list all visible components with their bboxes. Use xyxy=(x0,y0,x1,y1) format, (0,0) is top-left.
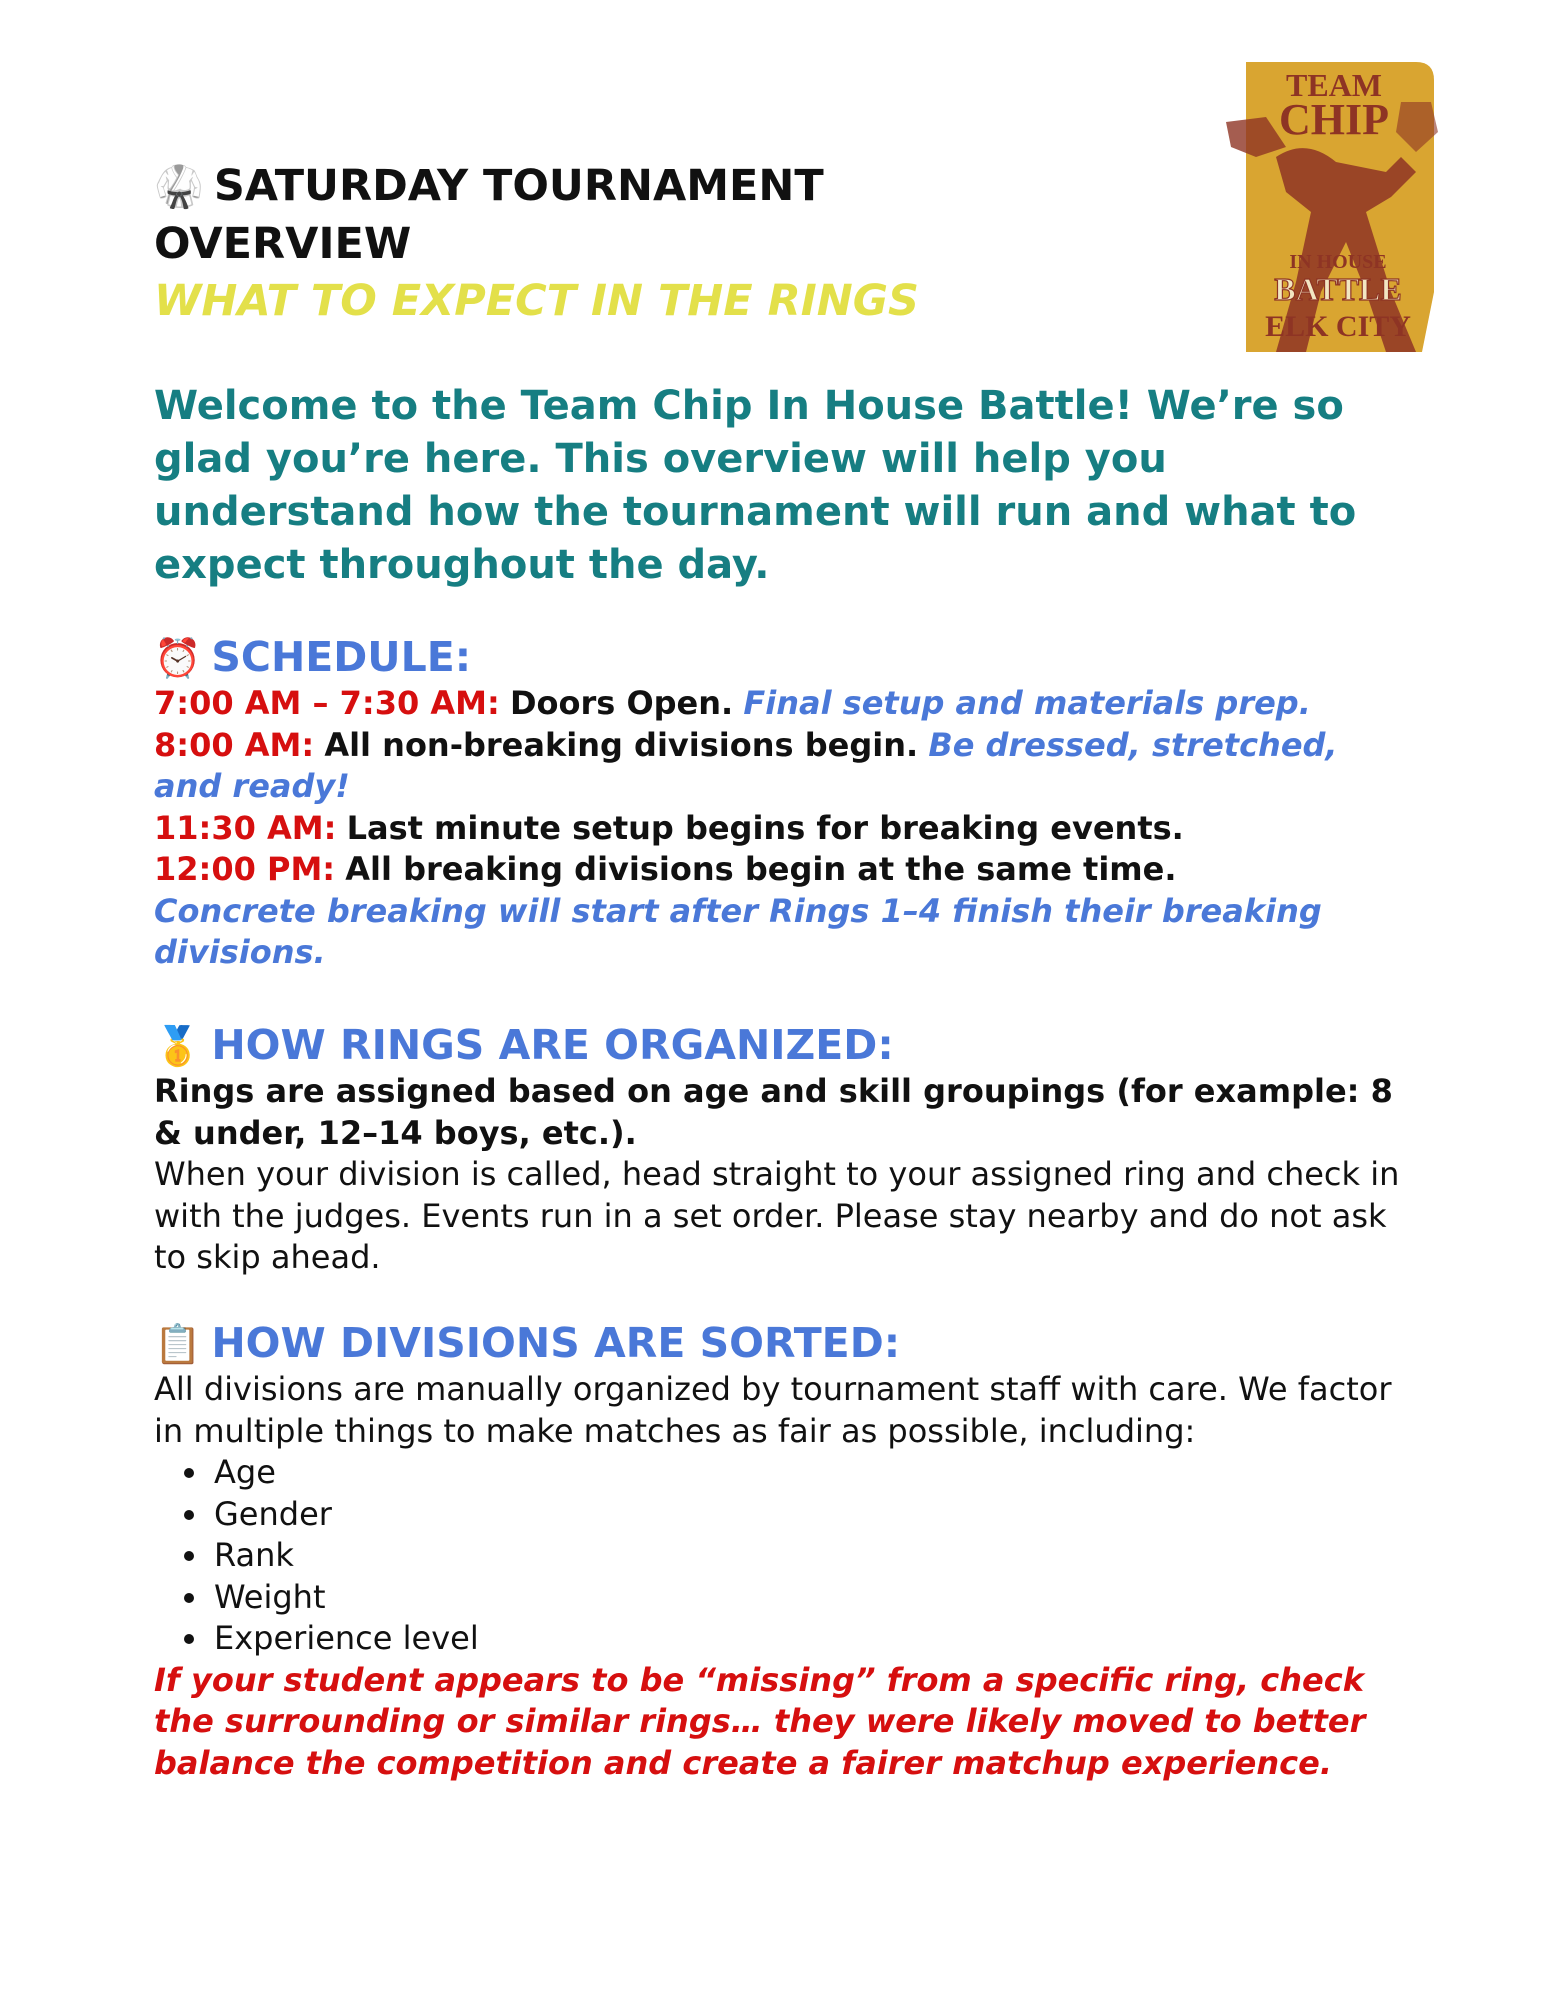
logo-text-elk-city: ELK CITY xyxy=(1265,310,1411,343)
page-title xyxy=(154,158,1104,330)
list-item: Experience level xyxy=(214,1618,1404,1660)
schedule-item xyxy=(154,683,1404,725)
schedule-note: Be dressed, stretched, and ready! xyxy=(154,725,1338,805)
schedule-item xyxy=(154,725,1404,808)
missing-student-warning: If your student appears to be “missing” from a specific ring, check the surrounding or similar rings… they were likely moved to better balance the competition and create a fairer matchup experience. xyxy=(154,1660,1366,1782)
schedule-heading: ⏰ SCHEDULE: xyxy=(154,633,472,681)
schedule-item xyxy=(154,808,1404,850)
factor-list xyxy=(154,1452,1404,1660)
schedule-time: 8:00 AM: xyxy=(154,725,315,764)
schedule-text: Doors Open. xyxy=(509,684,734,722)
schedule-time: 7:00 AM – 7:30 AM: xyxy=(154,684,500,722)
schedule-time: 12:00 PM: xyxy=(154,850,336,888)
divisions-body-text: All divisions are manually organized by tournament staff with care. We factor in multiple things to make matches as fair as possible, including: xyxy=(154,1370,1392,1450)
divisions-heading: 📋 HOW DIVISIONS ARE SORTED: xyxy=(154,1319,901,1367)
rings-body-text: When your division is called, head straight to your assigned ring and check in with the judges. Events run in a set order. Please stay nearby and do not ask to skip ahead. xyxy=(154,1155,1400,1276)
schedule-footer-note: Concrete breaking will start after Rings 1–4 finish their breaking divisions. xyxy=(154,891,1322,971)
schedule-text: All non-breaking divisions begin. xyxy=(324,725,919,764)
schedule-time: 11:30 AM: xyxy=(154,808,337,847)
schedule-item xyxy=(154,849,1404,891)
schedule-note: Final setup and materials prep. xyxy=(743,684,1311,722)
intro-paragraph: Welcome to the Team Chip In House Battle! We’re so glad you’re here. This overview will help you understand how the tournament will run and what to expect throughout the day. xyxy=(154,383,1357,588)
rings-heading: 🥇 HOW RINGS ARE ORGANIZED: xyxy=(154,1021,894,1069)
logo-text-chip: CHIP xyxy=(1279,95,1389,144)
schedule-text: All breaking divisions begin at the same time. xyxy=(345,850,1177,888)
rings-bold-text: Rings are assigned based on age and skill groupings (for example: 8 & under, 12–14 boys, etc.). xyxy=(154,1072,1393,1152)
title-line-2: OVERVIEW xyxy=(154,219,412,269)
medal-icon: 🥇 xyxy=(154,1024,202,1068)
logo-text-in-house: IN HOUSE xyxy=(1289,251,1387,273)
list-item: Rank xyxy=(214,1535,1404,1577)
divisions-section xyxy=(154,1318,1404,1784)
alarm-clock-icon: ⏰ xyxy=(154,636,202,680)
page-subtitle: WHAT TO EXPECT IN THE RINGS xyxy=(154,276,919,326)
title-line-1: SATURDAY TOURNAMENT xyxy=(213,161,824,211)
list-item: Gender xyxy=(214,1494,1404,1536)
list-item: Age xyxy=(214,1452,1404,1494)
schedule-text: Last minute setup begins for breaking events. xyxy=(346,808,1184,847)
logo-text-battle: BATTLE xyxy=(1274,271,1402,307)
logo-text-team: TEAM xyxy=(1286,67,1382,103)
list-item: Weight xyxy=(214,1577,1404,1619)
clipboard-icon: 📋 xyxy=(154,1322,202,1366)
schedule-section xyxy=(154,632,1404,974)
team-chip-logo xyxy=(1216,62,1446,362)
martial-arts-uniform-icon: 🥋 xyxy=(154,164,204,210)
rings-section xyxy=(154,1020,1404,1279)
